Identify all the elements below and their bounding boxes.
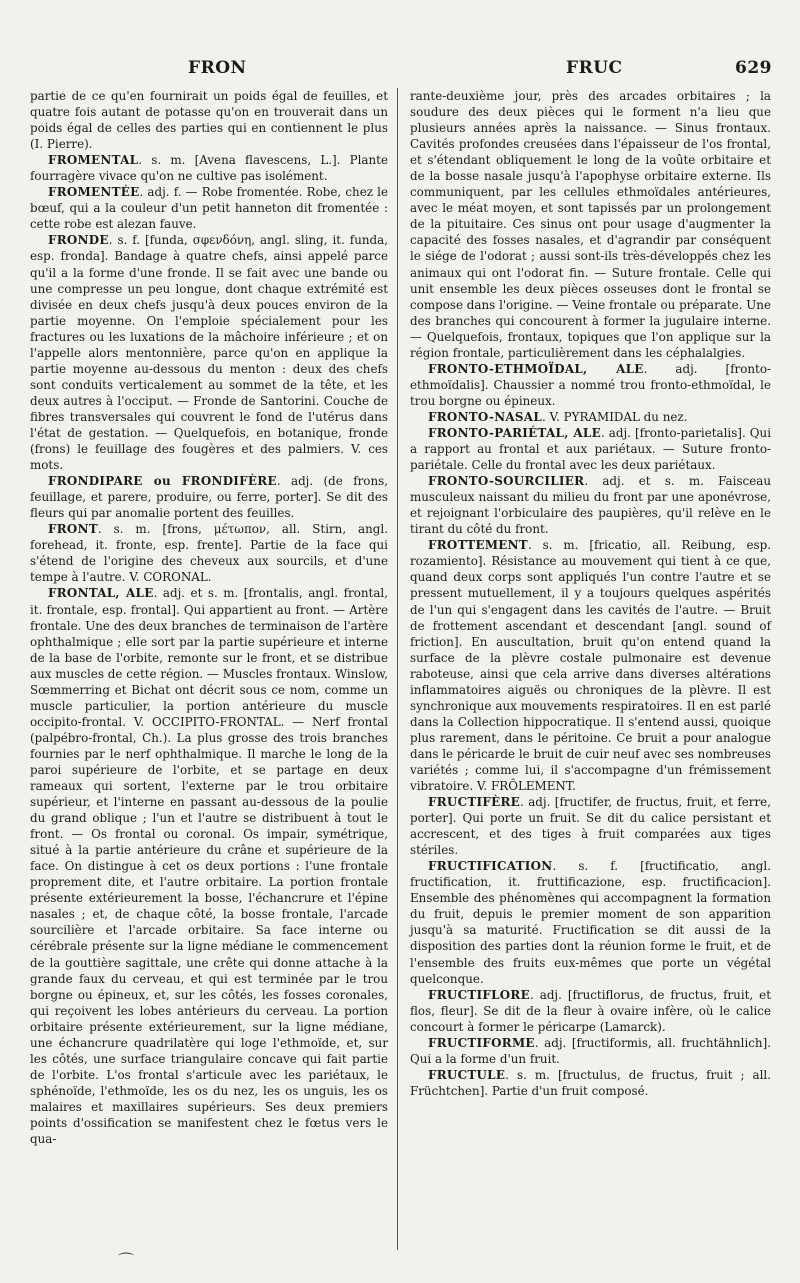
entry-headword: FRUCTIFLORE — [428, 987, 530, 1002]
dictionary-entry — [410, 1067, 771, 1099]
dictionary-entry — [30, 232, 388, 473]
entry-text: . s. m. [fricatio, all. Reibung, esp. rozamiento]. Résistance au mouvement qui tient à ce que, quand deux corps sont appliqués l'un contre l'autre et se pressent mutuellement, il y a toujours quelques aspérités de l'un qui s'engagent dans les cavités de l'autre. — Bruit de frottement ascendant et descendant [angl. sound of friction]. En auscultation, bruit qu'on entend quand la surface de la plèvre costale pulmonaire est devenue raboteuse, ainsi que cela arrive dans diverses altérations inflammatoires aiguës ou chroniques de la plèvre. Il est synchronique aux mouvements respiratoires. Il en est parlé dans la Collection hippocratique. Il s'entend aussi, quoique plus rarement, dans le péritoine. Ce bruit a pour analogue dans le péricarde le bruit de cuir neuf avec ses nombreuses variétés ; comme lui, il s'accompagne d'un frémissement vibratoire. V. FRÔLEMENT. — [410, 538, 771, 794]
dictionary-entry — [30, 473, 388, 521]
entry-text: . adj. [fronto-parietalis]. Qui a rapport au frontal et aux pariétaux. — Suture fronto-pariétale. Celle du frontal avec les deux pariétaux. — [410, 425, 771, 473]
dictionary-entry — [410, 425, 771, 473]
entry-text: . V. PYRAMIDAL du nez. — [542, 409, 688, 424]
entry-headword: FRONDE — [48, 233, 109, 248]
left-column — [30, 88, 388, 1147]
entry-headword: FRONTO-ETHMOÏDAL, ALE — [428, 361, 644, 376]
entry-continuation — [410, 88, 771, 361]
entry-text: . adj. [fructifer, de fructus, fruit, et ferre, porter]. Qui porte un fruit. Se dit du calice persistant et accrescent, et des tiges à fruit comparées aux tiges stériles. — [410, 795, 771, 858]
running-head-right: FRUC — [566, 58, 623, 78]
entry-text: . s. m. [Avena flavescens, L.]. Plante fourragère vivace qu'on ne cultive pas isolément. — [30, 153, 388, 184]
page-number: 629 — [735, 58, 772, 78]
dictionary-entry — [410, 794, 771, 858]
entry-text: . adj. et s. m. Faisceau musculeux naissant du milieu du front par une aponévrose, et rejoignant l'orbiculaire des paupières, qu'il relève en le tirant du côté du front. — [410, 474, 771, 537]
entry-text: partie de ce qu'en fournirait un poids égal de feuilles, et quatre fois autant de potasse qu'on en trouverait dans un poids égal de celles des parties qui en contiennent le plus (I. Pierre). — [30, 89, 388, 152]
entry-text: . s. m. [frons, μέτωπον, all. Stirn, angl. forehead, it. fronte, esp. frente]. Partie de la face qui s'étend de l'origine des cheveux aux sourcils, et d'une tempe à l'autre. V. CORONAL. — [30, 522, 388, 585]
entry-headword: FRONTO-NASAL — [428, 409, 542, 424]
entry-headword: FRUCTIFÈRE — [428, 795, 521, 810]
entry-headword: FROTTEMENT — [428, 538, 528, 553]
entry-headword: FRONDIPARE ou FRONDIFÈRE — [48, 474, 277, 489]
entry-headword: FROMENTAL — [48, 153, 139, 168]
entry-headword: FRONTO-SOURCILIER — [428, 474, 585, 489]
dictionary-entry — [410, 858, 771, 986]
entry-text: . s. f. [funda, σφενδόνη, angl. sling, it. funda, esp. fronda]. Bandage à quatre chefs, ainsi appelé parce qu'il a la forme d'une fronde. Il se fait avec une bande ou une compresse un peu longue, dont chaque extrémité est divisée en deux chefs jusqu'à deux pouces environ de la partie moyenne. On l'emploie spécialement pour les fractures ou les luxations de la mâchoire inférieure ; et on l'appelle alors mentonnière, parce qu'on en applique la partie moyenne au-dessous du menton : deux des chefs sont conduits verticalement au sommet de la tête, et les deux autres à l'occiput. — Fronde de Santorini. Couche de fibres transversales qui couvrent le fond de l'utérus dans l'état de gestation. — Quelquefois, en botanique, fronde (frons) le feuillage des fougères et des palmiers. V. ces mots. — [30, 233, 388, 473]
entry-text: . s. f. [fructificatio, angl. fructification, it. fruttificazione, esp. fructificacion]. Ensemble des phénomènes qui accompagnent la formation du fruit, depuis le premier moment de son apparition jusqu'à sa maturité. Fructification se dit aussi de la disposition des parties dont la réunion forme le fruit, et de l'ensemble des fruits eux-mêmes que porte un végétal quelconque. — [410, 859, 771, 986]
entry-continuation — [30, 88, 388, 152]
entry-text: . adj. [fructiformis, all. fruchtähnlich]. Qui a la forme d'un fruit. — [410, 1035, 771, 1066]
dictionary-entry — [410, 361, 771, 409]
entry-headword: FRUCTULE — [428, 1067, 506, 1082]
entry-headword: FRONT — [48, 522, 98, 537]
dictionary-entry — [30, 585, 388, 1147]
entry-headword: FRUCTIFORME — [428, 1035, 535, 1050]
dictionary-entry — [410, 1035, 771, 1067]
dictionary-entry — [30, 521, 388, 585]
entry-text: . adj. (de frons, feuillage, et parere, produire, ou ferre, porter]. Se dit des fleurs qui par anomalie portent des feuilles. — [30, 474, 388, 521]
entry-text: . adj. [fructiflorus, de fructus, fruit, et flos, fleur]. Se dit de la fleur à ovaire infère, où le calice concourt à former le péricarpe (Lamarck). — [410, 987, 771, 1034]
dictionary-entry — [410, 537, 771, 794]
entry-headword: FROMENTÉE — [48, 185, 140, 200]
entry-text: . s. m. [fructulus, de fructus, fruit ; all. Früchtchen]. Partie d'un fruit composé. — [410, 1067, 771, 1098]
column-divider — [397, 88, 398, 1250]
dictionary-entry — [410, 987, 771, 1035]
entry-text: . adj. et s. m. [frontalis, angl. frontal, it. frontale, esp. frontal]. Qui appartient au front. — Artère frontale. Une des deux branches de terminaison de l'artère ophthalmique ; elle sort par la partie supérieure et interne de la base de l'orbite, remonte sur le front, et se distribue aux muscles de cette région. — Muscles frontaux. Winslow, Sœmmerring et Bichat ont décrit sous ce nom, comme un muscle particulier, la portion antérieure du muscle occipito-frontal. V. OCCIPITO-FRONTAL. — Nerf frontal (palpébro-frontal, Ch.). La plus grosse des trois branches fournies par le nerf ophthalmique. Il marche le long de la paroi supérieure de l'orbite, et se partage en deux rameaux qui sortent, l'externe par le trou orbitaire supérieur, et l'interne en passant au-dessous de la poulie du grand oblique ; l'un et l'autre se distribuent à tout le front. — Os frontal ou coronal. Os impair, symétrique, situé à la partie antérieure du crâne et supérieure de la face. On distingue à cet os deux portions : l'une frontale proprement dite, et l'autre orbitaire. La portion frontale présente extérieurement la bosse, l'échancrure et l'épine nasales ; et, de chaque côté, la bosse frontale, l'arcade sourcilière et l'arcade orbitaire. Sa face interne ou cérébrale présente sur la ligne médiane le commencement de la gouttière sagittale, une crête qui donne attache à la grande faux du cerveau, et qui est terminée par le trou borgne ou épineux, et, sur les côtés, les fosses coronales, qui reçoivent les lobes antérieurs du cerveau. La portion orbitaire présente extérieurement, sur la ligne médiane, une échancrure quadrilatère qui loge l'ethmoïde, et, sur les côtés, une surface triangulaire concave qui fait partie de l'orbite. L'os frontal s'articule avec les pariétaux, le sphénoïde, l'ethmoïde, les os du nez, les os unguis, les os malaires et maxillaires supérieurs. Ses deux premiers points d'ossification se manifestent chez le fœtus vers le qua- — [30, 586, 388, 1147]
entry-headword: FRONTO-PARIÉTAL, ALE — [428, 425, 601, 440]
entry-text: . adj. f. — Robe fromentée. Robe, chez le bœuf, qui a la couleur d'un petit hanneton dit fromentée : cette robe est alezan fauve. — [30, 185, 388, 232]
dictionary-entry — [410, 473, 771, 537]
right-column — [410, 88, 771, 1099]
dictionary-entry — [30, 152, 388, 184]
running-head-left: FRON — [188, 58, 247, 78]
entry-text: rante-deuxième jour, près des arcades orbitaires ; la soudure des deux pièces qui le forment n'a lieu que plusieurs années après la naissance. — Sinus frontaux. Cavités profondes creusées dans l'épaisseur de l'os frontal, et s'étendant obliquement le long de la voûte orbitaire et de la bosse nasale jusqu'à l'apophyse orbitaire externe. Ils communiquent, par les cellules ethmoïdales antérieures, avec le méat moyen, et sont tapissés par un prolongement de la pituitaire. Ces sinus ont pour usage d'augmenter la capacité des fosses nasales, et d'agrandir par conséquent le siége de l'odorat ; aussi sont-ils très-développés chez les animaux qui ont l'odorat fin. — Suture frontale. Celle qui unit ensemble les deux pièces osseuses dont le frontal se compose dans l'origine. — Veine frontale ou préparate. Une des branches qui concourent à former la jugulaire interne. — Quelquefois, frontaux, topiques que l'on applique sur la région frontale, particulièrement dans les céphalalgies. — [410, 89, 771, 360]
stray-ink-mark: ⌒ — [118, 1251, 135, 1270]
entry-headword: FRONTAL, ALE — [48, 586, 154, 601]
dictionary-entry — [30, 184, 388, 232]
entry-text: . adj. [fronto-ethmoïdalis]. Chaussier a nommé trou fronto-ethmoïdal, le trou borgne ou épineux. — [410, 361, 771, 408]
dictionary-entry — [410, 409, 771, 425]
entry-headword: FRUCTIFICATION — [428, 859, 553, 874]
